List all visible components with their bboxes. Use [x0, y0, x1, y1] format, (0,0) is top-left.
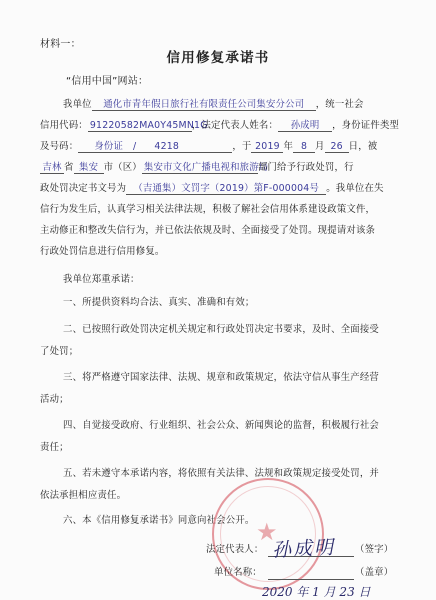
- promise-item-5: 五、若未遵守本承诺内容，将依照有关法律、法规和政策规定接受处罚，并: [63, 468, 379, 479]
- text-fragment: 月: [315, 141, 325, 152]
- paragraph-line-1: [63, 99, 364, 111]
- paragraph-line-4: [40, 162, 354, 174]
- id-type: 身份证: [94, 141, 124, 152]
- promise-intro: 我单位郑重承诺：: [63, 274, 140, 285]
- text-fragment: ，身份证件类型: [332, 120, 400, 131]
- text-fragment: 省: [64, 162, 74, 173]
- rep-signature-label: 法定代表人：: [206, 544, 264, 555]
- unit-name-line: [268, 567, 354, 580]
- material-label: 材料一：: [40, 39, 81, 50]
- paragraph-line-2: [40, 120, 399, 132]
- id-number: 4218: [154, 141, 180, 152]
- handwritten-signature: 孙成明: [271, 536, 336, 562]
- text-fragment: 市（区）: [103, 162, 142, 173]
- seal-suffix: （盖章）: [355, 567, 394, 578]
- promise-item-1: 一、所提供资料均合法、真实、准确和有效；: [63, 297, 255, 308]
- province-field: 吉林: [40, 162, 64, 174]
- promise-item-3: 三、将严格遵守国家法律、法规、规章和政策规定，依法守信从事生产经营: [63, 372, 379, 383]
- sign-suffix: （签字）: [355, 544, 394, 555]
- credit-code-field: 91220582MA0Y45MN1G: [89, 120, 208, 131]
- id-field: [78, 141, 232, 153]
- text-fragment: 及号码：: [40, 141, 79, 152]
- promise-item-2: 二、已按照行政处罚决定机关规定和行政处罚决定书要求，及时、全面接受: [63, 324, 379, 335]
- text-fragment: 日，被: [348, 141, 378, 152]
- month-field: 8: [293, 141, 315, 153]
- text-fragment: 。我单位在失: [326, 183, 384, 194]
- promise-item-6: 六、本《信用修复承诺书》同意向社会公开。: [63, 515, 255, 526]
- unit-name-label: 单位名称：: [214, 567, 262, 578]
- city-field: 集安: [74, 162, 104, 174]
- promise-item-4: 四、自觉接受政府、行业组织、社会公众、新闻舆论的监督，积极履行社会: [63, 420, 379, 431]
- text-fragment: ，法定代表人姓名：: [191, 120, 279, 131]
- handwritten-date: 2020 年 1 月 23 日: [262, 585, 371, 599]
- paragraph-line-7: 主动修正和整改失信行为，并已依法依规及时、全面接受了处罚。现提请对该条: [40, 225, 376, 236]
- text-fragment: 信用代码：: [40, 120, 88, 131]
- year-field: 2019: [251, 141, 283, 153]
- day-field: 26: [325, 141, 349, 153]
- text-fragment: ，统一社会: [315, 99, 364, 110]
- promise-item-3-cont: 活动；: [40, 394, 69, 405]
- paragraph-line-5: [40, 183, 384, 195]
- company-name-field: 通化市青年假日旅行社有限责任公司集安分公司: [92, 99, 316, 111]
- text-fragment: 部门给予行政处罚，行: [257, 162, 354, 173]
- paragraph-line-6: 信行为发生后，认真学习相关法律法规，积极了解社会信用体系建设政策文件，: [40, 204, 376, 215]
- recipient-line: “信用中国”网站：: [66, 76, 149, 87]
- text-fragment: 政处罚决定书文号为: [40, 183, 127, 194]
- promise-item-2-cont: 了处罚；: [40, 346, 79, 357]
- decision-number-field: （吉通集）文罚字（2019）第F-000004号: [126, 183, 326, 195]
- department-field: 集安市文化广播电视和旅游局: [143, 162, 269, 173]
- text-fragment: 年: [283, 141, 294, 152]
- rep-name-field: 孙成明: [278, 120, 332, 132]
- id-separator: /: [133, 141, 137, 152]
- paragraph-line-3: [40, 141, 377, 153]
- text-fragment: ，于: [232, 141, 252, 152]
- promise-item-5-cont: 依法承担相应责任。: [40, 490, 127, 501]
- seal-star-icon: ★: [256, 518, 278, 546]
- page-title: 信用修复承诺书: [166, 50, 270, 66]
- text-fragment: 我单位: [63, 99, 92, 110]
- promise-item-4-cont: 责任；: [40, 442, 69, 453]
- paragraph-line-8: 行政处罚信息进行信用修复。: [40, 246, 165, 257]
